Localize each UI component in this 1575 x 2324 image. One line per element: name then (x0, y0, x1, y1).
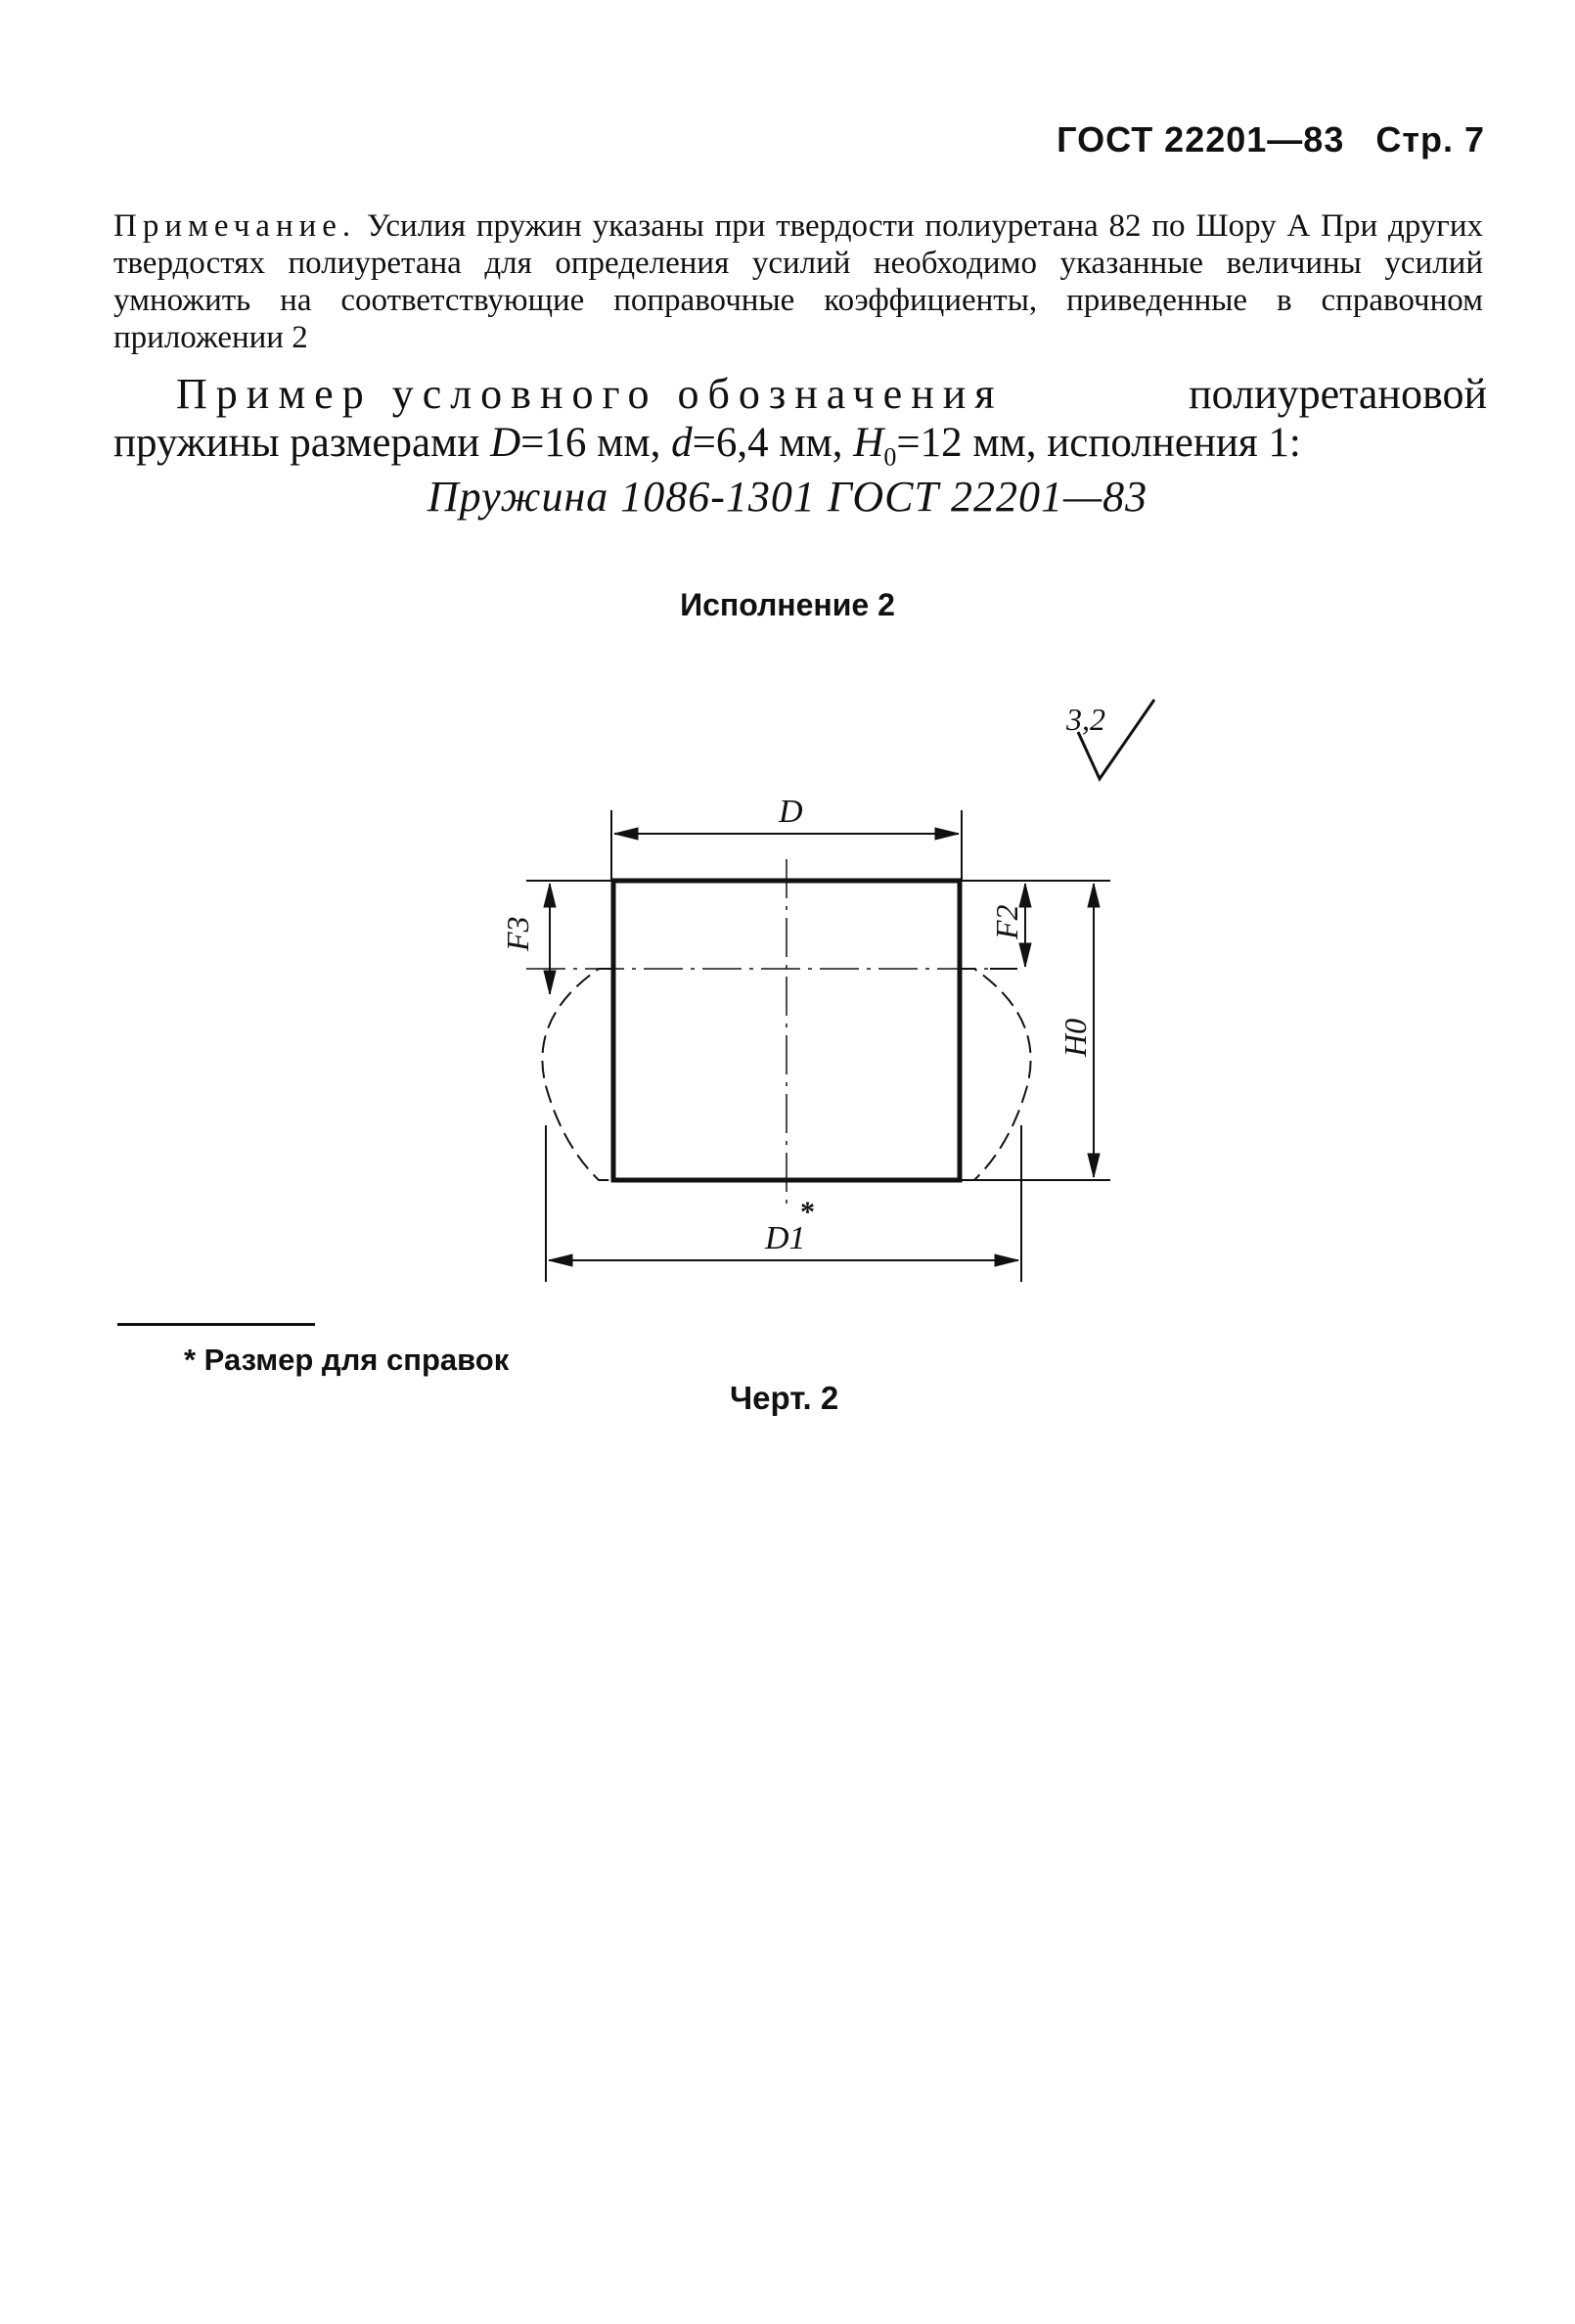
example-title-left: Пример условного обозначения (176, 370, 1004, 418)
dimension-F2 (989, 884, 1031, 967)
bulge-right (960, 969, 1031, 1180)
dimension-D1 (546, 1125, 1021, 1282)
label-D1-star: * (800, 1196, 815, 1228)
dimension-H0 (1058, 884, 1100, 1177)
standard-number: ГОСТ 22201—83 (1057, 119, 1345, 159)
example-title-right: полиуретановой (1189, 370, 1487, 418)
note-lead: Примечание. (113, 208, 357, 244)
value-d: =6,4 мм, (692, 420, 854, 466)
example-line-prefix: пружины размерами (113, 420, 491, 466)
figure-caption: Черт. 2 (730, 1380, 839, 1416)
label-D: D (779, 794, 803, 830)
label-F3: F3 (500, 916, 535, 951)
label-F2: F2 (989, 904, 1024, 939)
roughness-value: 3,2 (1066, 702, 1105, 737)
roughness-mark (1065, 700, 1154, 779)
example-designation: Пружина 1086-1301 ГОСТ 22201—83 (427, 473, 1148, 521)
footnote: * Размер для справок (184, 1343, 510, 1377)
symbol-H-sub: 0 (883, 442, 897, 472)
symbol-D: D (490, 420, 521, 466)
dimension-F3 (500, 884, 556, 994)
symbol-H: H (853, 420, 884, 466)
bulge-left (542, 969, 613, 1180)
symbol-d: d (671, 420, 693, 466)
label-D1: D1 (765, 1220, 806, 1256)
label-H0: H0 (1058, 1018, 1093, 1057)
variant-title: Исполнение 2 (680, 587, 895, 622)
note-text: Усилия пружин указаны при твердости полиуретана 82 по Шору А При других твердостях полиуретана для определения усилий необходимо указанные величины усилий умножить на соответствующие поправочные коэффициенты, приведенные в справочном приложении 2 (113, 208, 1484, 355)
page-number: Стр. 7 (1375, 119, 1485, 159)
value-D: =16 мм, (520, 420, 672, 466)
value-H: =12 мм, исполнения 1: (896, 420, 1301, 466)
footnote-rule (117, 1323, 315, 1326)
